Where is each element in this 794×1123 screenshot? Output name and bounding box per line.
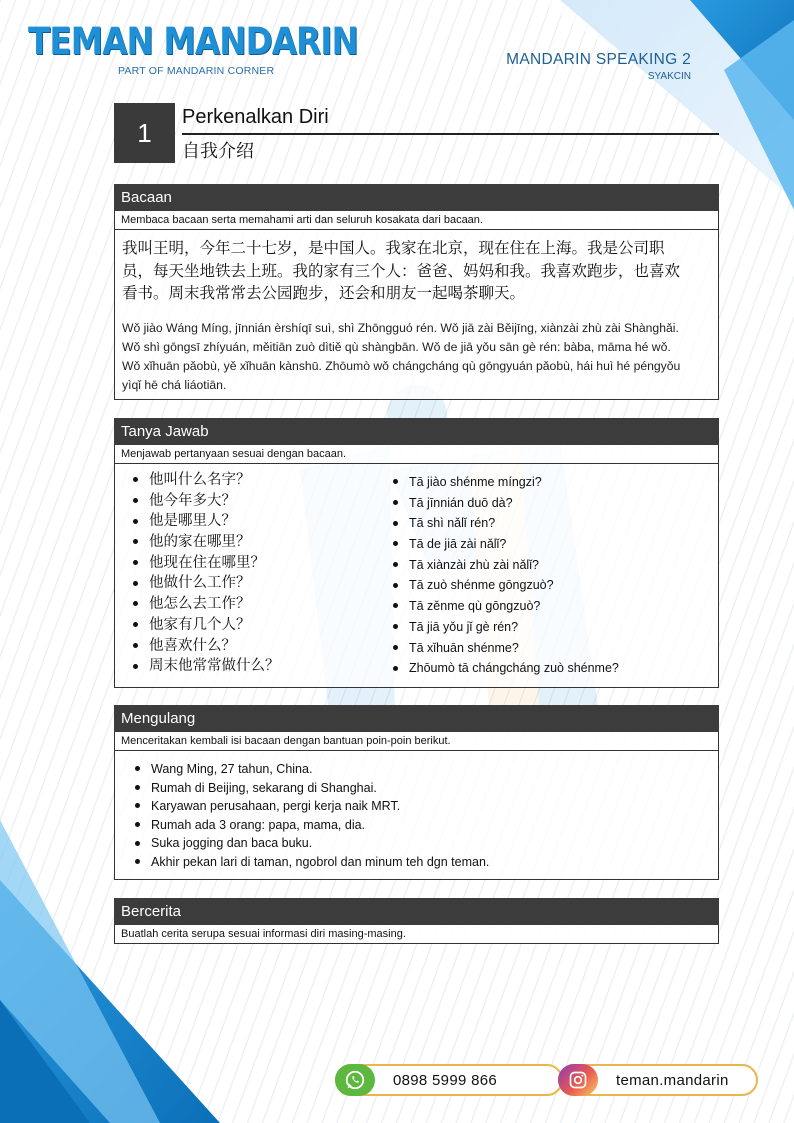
section-mengulang bbox=[114, 705, 719, 880]
list-item: Wang Ming, 27 tahun, China. bbox=[133, 760, 718, 779]
logo-title: TEMAN MANDARIN bbox=[28, 20, 358, 63]
list-item: 他现在住在哪里？ bbox=[131, 553, 280, 574]
list-item: Rumah di Beijing, sekarang di Shanghai. bbox=[133, 779, 718, 798]
section-heading: Mengulang bbox=[114, 705, 719, 732]
section-heading: Tanya Jawab bbox=[114, 418, 719, 445]
title-divider bbox=[182, 133, 719, 135]
retell-points bbox=[115, 760, 718, 872]
instagram-handle: teman.mandarin bbox=[616, 1071, 729, 1089]
reading-pinyin bbox=[122, 319, 712, 395]
instagram-icon bbox=[558, 1064, 598, 1096]
instagram-contact[interactable] bbox=[558, 1064, 758, 1096]
retell-body bbox=[114, 751, 719, 880]
list-item: Tā jīnnián duō dà? bbox=[391, 493, 619, 514]
list-item: Akhir pekan lari di taman, ngobrol dan minum teh dgn teman. bbox=[133, 853, 718, 872]
list-item: Karyawan perusahaan, pergi kerja naik MRT. bbox=[133, 797, 718, 816]
section-bercerita bbox=[114, 898, 719, 944]
course-title: MANDARIN SPEAKING 2 bbox=[506, 51, 691, 68]
brand-logo bbox=[28, 20, 403, 77]
section-tanya-jawab bbox=[114, 418, 719, 688]
pinyin-line: yìqǐ hē chá liáotiān. bbox=[122, 377, 227, 392]
list-item: Tā zěnme qù gōngzuò? bbox=[391, 596, 619, 617]
whatsapp-contact[interactable] bbox=[335, 1064, 563, 1096]
logo-subtitle: PART OF MANDARIN CORNER bbox=[118, 65, 275, 77]
list-item: Tā jiào shénme míngzi? bbox=[391, 472, 619, 493]
pinyin-line: Wǒ jiào Wáng Míng, jīnnián èrshíqī suì, shì Zhōngguó rén. Wǒ jiā zài Běijīng, xiànzài zhù zài Shànghǎi. bbox=[122, 320, 679, 335]
questions-body bbox=[114, 464, 719, 688]
reading-hanzi bbox=[122, 237, 712, 305]
section-description: Membaca bacaan serta memahami arti dan seluruh kosakata dari bacaan. bbox=[114, 211, 719, 230]
list-item: 周末他常常做什么？ bbox=[131, 656, 280, 677]
list-item: Tā xiànzài zhù zài nǎlǐ? bbox=[391, 555, 619, 576]
list-item: Tā de jiā zài nǎlǐ? bbox=[391, 534, 619, 555]
list-item: 他喜欢什么？ bbox=[131, 636, 280, 657]
pinyin-line: Wǒ shì gōngsī zhíyuán, měitiān zuò dìtiě qù shàngbān. Wǒ de jiā yǒu sān gè rén: bàba, māma hé wǒ. bbox=[122, 339, 671, 354]
list-item: 他做什么工作？ bbox=[131, 573, 280, 594]
list-item: Tā xǐhuān shénme? bbox=[391, 638, 619, 659]
phone-number: 0898 5999 866 bbox=[393, 1071, 497, 1089]
list-item: 他是哪里人？ bbox=[131, 511, 280, 532]
hanzi-line: 看书。周末我常常去公园跑步，还会和朋友一起喝茶聊天。 bbox=[122, 284, 526, 302]
list-item: Rumah ada 3 orang: papa, mama, dia. bbox=[133, 816, 718, 835]
list-item: 他今年多大？ bbox=[131, 491, 280, 512]
list-item: Tā jiā yǒu jǐ gè rén? bbox=[391, 617, 619, 638]
course-info bbox=[506, 51, 691, 82]
questions-pinyin-list bbox=[391, 472, 619, 679]
course-author: SYAKCIN bbox=[647, 71, 691, 82]
list-item: 他叫什么名字？ bbox=[131, 470, 280, 491]
section-description: Menjawab pertanyaan sesuai dengan bacaan. bbox=[114, 445, 719, 464]
hanzi-line: 员，每天坐地铁去上班。我的家有三个人：爸爸、妈妈和我。我喜欢跑步，也喜欢 bbox=[122, 261, 681, 280]
lesson-number: 1 bbox=[114, 103, 175, 163]
hanzi-line: 我叫王明，今年二十七岁，是中国人。我家在北京，现在住在上海。我是公司职 bbox=[122, 239, 665, 257]
list-item: Suka jogging dan baca buku. bbox=[133, 834, 718, 853]
lesson-title: Perkenalkan Diri bbox=[182, 106, 329, 128]
list-item: Tā shì nǎlǐ rén? bbox=[391, 513, 619, 534]
section-description: Menceritakan kembali isi bacaan dengan bantuan poin-poin berikut. bbox=[114, 732, 719, 751]
list-item: Tā zuò shénme gōngzuò? bbox=[391, 575, 619, 596]
list-item: 他家有几个人？ bbox=[131, 615, 280, 636]
section-heading: Bacaan bbox=[114, 184, 719, 211]
list-item: Zhōumò tā chángcháng zuò shénme? bbox=[391, 658, 619, 679]
whatsapp-icon bbox=[335, 1064, 375, 1096]
section-heading: Bercerita bbox=[114, 898, 719, 925]
section-description: Buatlah cerita serupa sesuai informasi diri masing-masing. bbox=[114, 925, 719, 944]
section-bacaan bbox=[114, 184, 719, 400]
list-item: 他怎么去工作？ bbox=[131, 594, 280, 615]
pinyin-line: Wǒ xǐhuān pǎobù, yě xǐhuān kànshū. Zhōumò wǒ chángcháng qù gōngyuán pǎobù, hái huì hé péngyǒu bbox=[122, 358, 681, 373]
lesson-subtitle: 自我介绍 bbox=[182, 141, 254, 162]
list-item: 他的家在哪里？ bbox=[131, 532, 280, 553]
questions-hanzi-list bbox=[131, 470, 280, 677]
reading-body bbox=[114, 230, 719, 400]
